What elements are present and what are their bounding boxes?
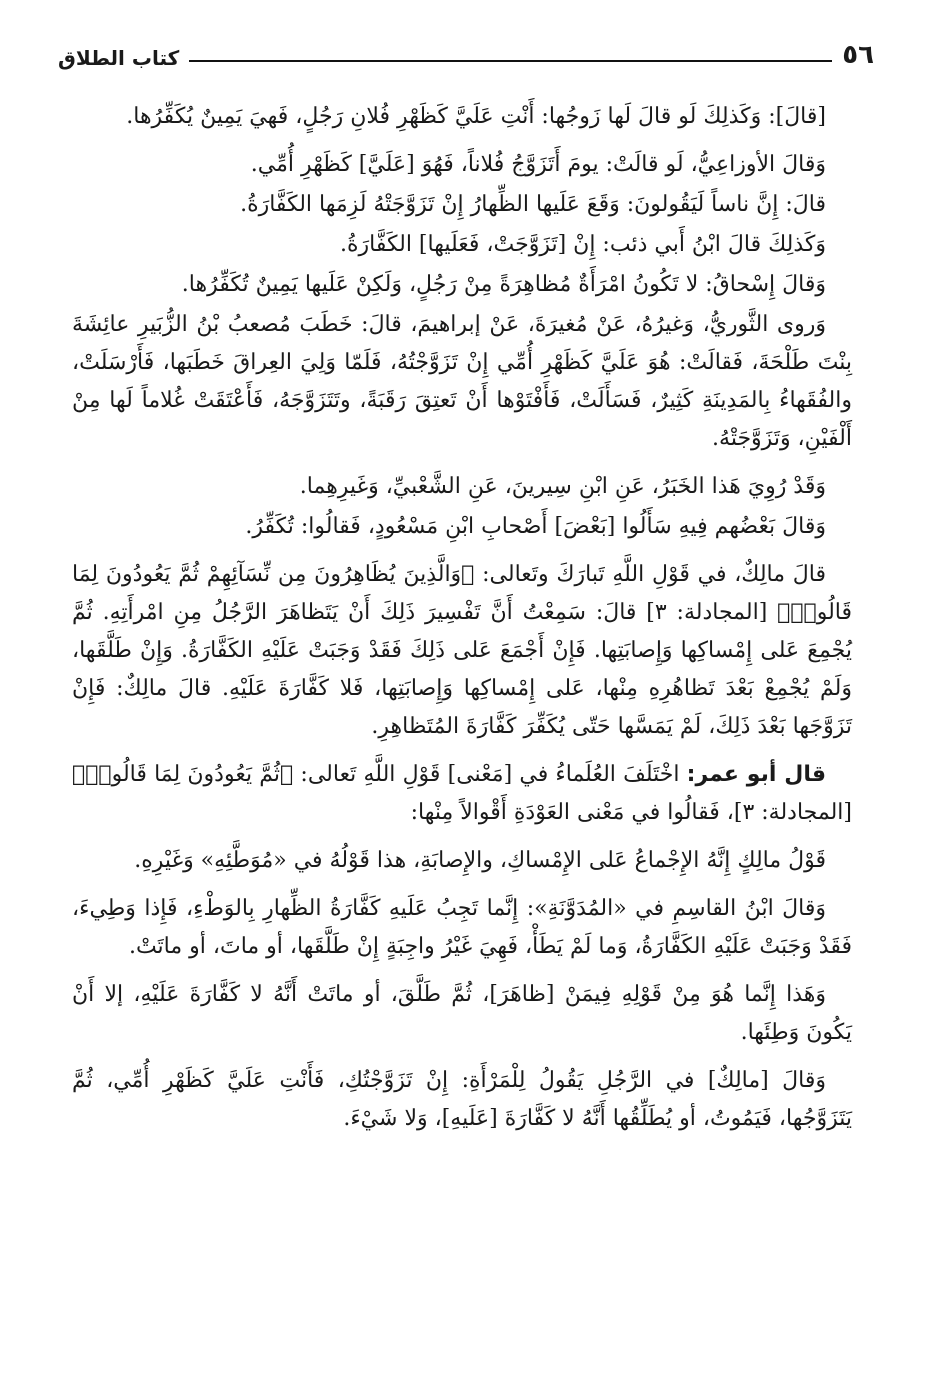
book-title: كتاب الطلاق bbox=[58, 46, 180, 70]
page-body bbox=[72, 98, 852, 1148]
paragraph: وَقالَ بَعْضُهم فِيهِ سَأَلُوا [بَعْضَ] أَصْحابِ ابْنِ مَسْعُودٍ، فَقالُوا: تُكَفِّرُ. bbox=[245, 514, 826, 539]
paragraph-text: اخْتَلَفَ العُلَماءُ في [مَعْنى] قَوْلِ اللَّهِ تَعالى: ﴿ثُمَّ يَعُودُونَ لِمَا قَالُوا۟﴾ [المجادلة: ٣]، فَقالُوا في مَعْنى العَوْدَةِ أَقْوالاً مِنْها: bbox=[72, 762, 852, 825]
paragraph: وَكَذلِكَ قالَ ابْنُ أَبي ذئب: إِنْ [تَزَوَّجَتْ، فَعَلَيها] الكَفَّارَةُ. bbox=[340, 232, 826, 257]
paragraph bbox=[72, 756, 852, 832]
paragraph: وَقَدْ رُوِيَ هَذا الخَبَرُ، عَنِ ابْنِ سِيرينَ، عَنِ الشَّعْبيِّ، وَغَيرِهِما. bbox=[299, 474, 826, 499]
page-number: ٥٦ bbox=[842, 40, 874, 70]
speaker-label: قال أبو عمر: bbox=[686, 762, 826, 787]
running-header bbox=[58, 30, 874, 68]
paragraph: وَقالَ إِسْحاقُ: لا تَكُونُ امْرَأَةٌ مُظاهِرَةً مِنْ رَجُلٍ، وَلَكِنْ عَلَيها يَمِينٌ تُكَفِّرُها. bbox=[181, 272, 826, 297]
paragraph: قالَ مالِكٌ، في قَوْلِ اللَّهِ تَبارَكَ وتَعالى: ﴿وَالَّذِينَ يُظَاهِرُونَ مِن نِّسَآئِهِمْ ثُمَّ يَعُودُونَ لِمَا قَالُوا۟﴾ [المجادلة: ٣] قالَ: سَمِعْتُ أَنَّ تَفْسِيرَ ذَلِكَ أَنْ يَتَظاهَرَ الرَّجُلُ مِنِ امْرأَتِهِ. ثُمَّ يُجْمِعَ عَلى إِمْساكِها وَإِصابَتِها. فَإِنْ أَجْمَعَ عَلى ذَلِكَ فَقَدْ وَجَبَتْ عَلَيْهِ الكَفَّارَةُ. وَإِنْ طَلَّقَها، وَلَمْ يُجْمِعْ بَعْدَ تَظاهُرِهِ مِنْها، عَلى إِمْساكِها وَإِصابَتِها، فَلا كَفَّارَةَ عَلَيْهِ. قالَ مالِكٌ: فَإِنْ تَزَوَّجَها بَعْدَ ذَلِكَ، لَمْ يَمَسَّها حَتّى يُكَفِّرَ كَفَّارَةَ المُتَظاهِرِ. bbox=[72, 562, 853, 739]
paragraph: وَقالَ ابْنُ القاسِمِ في «المُدَوَّنَةِ»: إِنَّما تَجِبُ عَلَيهِ كَفَّارَةُ الظِّهارِ بِالوَطْءِ، فَإِذا وَطِيءَ، فَقَدْ وَجَبَتْ عَلَيْهِ الكَفَّارَةُ، وَما لَمْ يَطَأْ، فَهِيَ غَيْرُ واجِبَةٍ إِنْ طَلَّقَها، أو ماتَ، أو ماتَتْ. bbox=[72, 896, 852, 959]
header-rule bbox=[189, 60, 832, 62]
paragraph: [قالَ]: وَكَذلِكَ لَو قالَ لَها زَوجُها: أَنْتِ عَلَيَّ كَظَهْرِ فُلانِ رَجُلٍ، فَهيَ يَمِينٌ يُكَفِّرُها. bbox=[126, 104, 826, 129]
paragraph: قالَ: إِنَّ ناساً لَيَقُولونَ: وَقَعَ عَلَيها الظِّهارُ إِنْ تَزَوَّجَتْهُ لَزِمَها الكَفَّارَةُ. bbox=[240, 192, 826, 217]
paragraph: وَروى الثَّوريُّ، وَغيرُهُ، عَنْ مُغيرَةَ، عَنْ إبراهيمَ، قالَ: خَطَبَ مُصعبُ بْنُ الزُّبَيرِ عائِشَةَ بِنْتَ طَلْحَةَ، فَقالَتْ: هُوَ عَلَيَّ كَظَهْرِ أُمِّي إِنْ تَزَوَّجْتُهُ، فَلَمّا وَلِيَ العِراقَ خَطَبَها، فَأَرْسَلَتْ، والفُقَهاءُ بِالمَدِينَةِ كَثِيرٌ، فَسَأَلَتْ، فَأَفْتَوْها أَنْ تَعتِقَ رَقَبَةً، وتَتَزَوَّجَهُ، فَأَعْتَقَتْ غُلاماً لَها مِنْ أَلْفَيْنِ، وَتَزَوَّجَتْهُ. bbox=[72, 312, 852, 451]
paragraph: وَقالَ الأوزاعِيُّ، لَو قالَتْ: يومَ أَتَزَوَّجُ فُلاناً، فَهُوَ [عَلَيَّ] كَظَهْرِ أُمِّي. bbox=[250, 152, 826, 177]
paragraph: وَهَذا إِنَّما هُوَ مِنْ قَوْلِهِ فِيمَنْ [ظاهَرَ]، ثُمَّ طَلَّقَ، أو ماتَتْ أَنَّهُ لا كَفَّارَةَ عَلَيْهِ، إلا أَنْ يَكُونَ وَطِئَها. bbox=[72, 982, 852, 1045]
paragraph: قَوْلُ مالِكٍ إِنَّهُ الإِجْماعُ عَلى الإِمْساكِ، والإِصابَةِ، هذا قَوْلُهُ في «مُوَطَّئِهِ» وَغَيْرِهِ. bbox=[134, 848, 826, 873]
paragraph: وَقالَ [مالِكٌ] في الرَّجُلِ يَقُولُ لِلْمَرْأَةِ: إِنْ تَزَوَّجْتُكِ، فَأَنْتِ عَلَيَّ كَظَهْرِ أُمِّي، ثُمَّ يَتَزَوَّجُها، فَيَمُوتُ، أو يُطَلِّقُها أَنَّهُ لا كَفَّارَةَ [عَلَيهِ]، وَلا شَيْءَ. bbox=[72, 1068, 852, 1131]
